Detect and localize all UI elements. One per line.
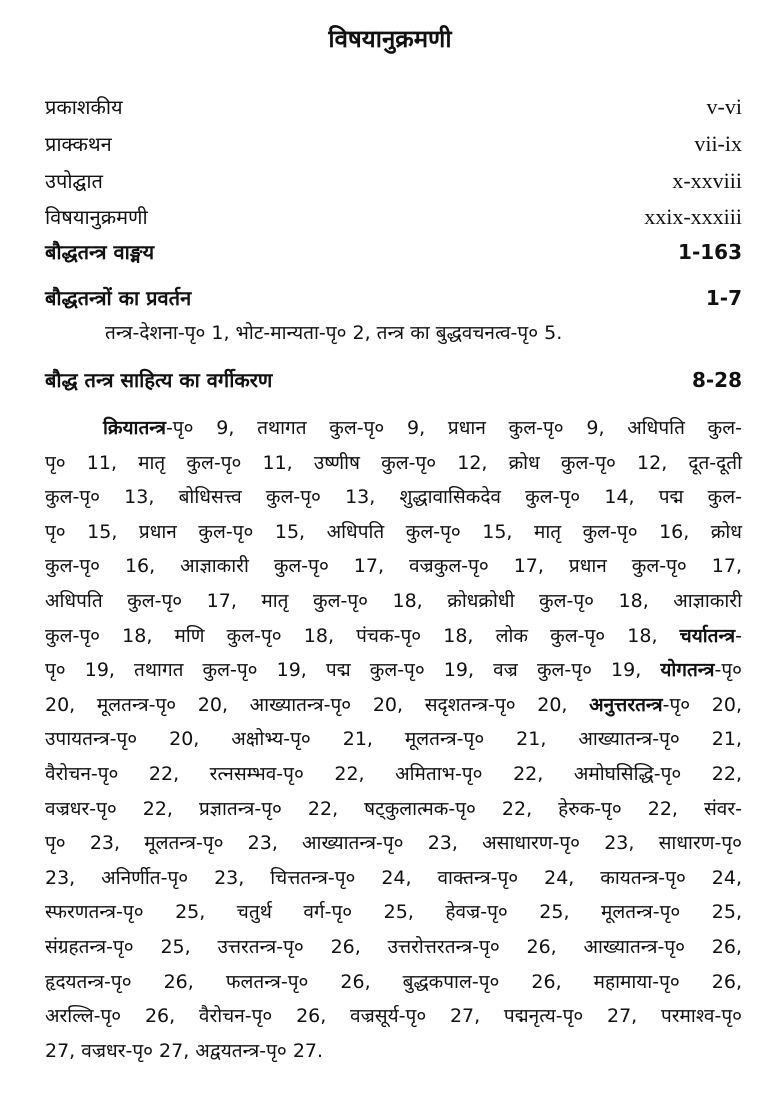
- contents-entry: [45, 365, 742, 395]
- entry-pages: 1-7: [705, 286, 742, 310]
- entry-pages: 1-163: [678, 240, 742, 264]
- entry-label: विषयानुक्रमणी: [45, 205, 148, 229]
- paragraph-text: 27, वज्रधर-पृ० 27, अद्वयतन्त्र-पृ० 27.: [45, 1039, 324, 1062]
- paragraph-text: वैरोचन-पृ० 22, रत्नसम्भव-पृ० 22, अमिताभ-पृ० 22, अमोघसिद्धि-पृ० 22,: [45, 762, 742, 785]
- paragraph-text: -: [735, 624, 742, 647]
- entry-pages: x-xxviii: [672, 168, 742, 193]
- paragraph-line: [45, 792, 742, 827]
- paragraph-text: स्फरणतन्त्र-पृ० 25, चतुर्थ वर्ग-पृ० 25, हेवज्र-पृ० 25, मूलतन्त्र-पृ० 25,: [45, 901, 742, 924]
- paragraph-text: हृदयतन्त्र-पृ० 26, फलतन्त्र-पृ० 26, बुद्धकपाल-पृ० 26, महामाया-पृ० 26,: [45, 970, 742, 993]
- paragraph-line: [45, 446, 742, 481]
- entry-pages: xxix-xxxiii: [644, 204, 742, 229]
- entry-label: बौद्ध तन्त्र साहित्य का वर्गीकरण: [45, 368, 273, 392]
- paragraph-text: पृ० 11, मातृ कुल-पृ० 11, उष्णीष कुल-पृ० 12, क्रोध कुल-पृ० 12, दूत-दूती: [45, 451, 742, 474]
- entry-pages: 8-28: [691, 368, 742, 392]
- contents-entry: [45, 129, 742, 159]
- contents-entry: [45, 237, 742, 267]
- page-title: विषयानुक्रमणी: [328, 25, 452, 53]
- paragraph-line: [45, 722, 742, 757]
- entry-pages: v-vi: [706, 94, 742, 119]
- paragraph-line: [45, 861, 742, 896]
- paragraph-text: 23, अनिर्णीत-पृ० 23, चित्ततन्त्र-पृ० 24, वाक्तन्त्र-पृ० 24, कायतन्त्र-पृ० 24,: [45, 866, 742, 889]
- paragraph-text: -पृ० 20,: [662, 693, 742, 716]
- paragraph-text: कुल-पृ० 16, आज्ञाकारी कुल-पृ० 17, वज्रकुल-पृ० 17, प्रधान कुल-पृ० 17,: [45, 555, 742, 578]
- paragraph-text: 20, मूलतन्त्र-पृ० 20, आख्यातन्त्र-पृ० 20, सदृशतन्त्र-पृ० 20,: [45, 693, 590, 716]
- category-heading: क्रियातन्त्र: [103, 417, 166, 439]
- paragraph-line: [45, 757, 742, 792]
- subentry-text: तन्त्र-देशना-पृ० 1, भोट-मान्यता-पृ० 2, तन्त्र का बुद्धवचनत्व-पृ० 5.: [105, 322, 563, 344]
- contents-entry: [45, 166, 742, 196]
- paragraph-text: -पृ० 9, तथागत कुल-पृ० 9, प्रधान कुल-पृ० 9, अधिपति कुल-: [165, 417, 742, 439]
- contents-entry: [45, 283, 742, 313]
- category-heading: चर्यातन्त्र: [679, 624, 736, 647]
- entry-pages: vii-ix: [694, 131, 742, 156]
- paragraph-line: [45, 688, 742, 723]
- paragraph-line: [45, 930, 742, 965]
- paragraph-text: पृ० 19, तथागत कुल-पृ० 19, पद्म कुल-पृ० 19, वज्र कुल-पृ० 19,: [45, 659, 661, 682]
- classification-paragraph: [45, 411, 742, 1068]
- paragraph-line: [45, 1034, 742, 1069]
- paragraph-line: [45, 480, 742, 515]
- contents-entry: [45, 202, 742, 232]
- category-heading: अनुत्तरतन्त्र: [589, 693, 663, 716]
- paragraph-line: [45, 619, 742, 654]
- paragraph-text: संग्रहतन्त्र-पृ० 25, उत्तरतन्त्र-पृ० 26, उत्तरोत्तरतन्त्र-पृ० 26, आख्यातन्त्र-पृ० 26,: [45, 935, 742, 958]
- paragraph-text: पृ० 23, मूलतन्त्र-पृ० 23, आख्यातन्त्र-पृ० 23, असाधारण-पृ० 23, साधारण-पृ०: [45, 832, 742, 855]
- paragraph-text: -पृ०: [714, 659, 742, 682]
- contents-entry: [45, 92, 742, 122]
- paragraph-line: [45, 965, 742, 1000]
- paragraph-text: अधिपति कुल-पृ० 17, मातृ कुल-पृ० 18, क्रोधक्रोधी कुल-पृ० 18, आज्ञाकारी: [45, 589, 742, 612]
- paragraph-line: [45, 826, 742, 861]
- paragraph-line: [45, 999, 742, 1034]
- category-heading: योगतन्त्र: [660, 659, 715, 682]
- paragraph-line: [45, 549, 742, 584]
- paragraph-text: कुल-पृ० 13, बोधिसत्त्व कुल-पृ० 13, शुद्धावासिकदेव कुल-पृ० 14, पद्म कुल-: [45, 486, 742, 509]
- entry-label: बौद्धतन्त्रों का प्रवर्तन: [45, 286, 192, 310]
- paragraph-text: कुल-पृ० 18, मणि कुल-पृ० 18, पंचक-पृ० 18, लोक कुल-पृ० 18,: [45, 624, 680, 647]
- paragraph-line: [45, 895, 742, 930]
- paragraph-line: [45, 411, 742, 446]
- paragraph-line: [45, 584, 742, 619]
- paragraph-line: [45, 653, 742, 688]
- paragraph-line: [45, 515, 742, 550]
- entry-label: प्रकाशकीय: [45, 95, 123, 119]
- paragraph-text: वज्रधर-पृ० 22, प्रज्ञातन्त्र-पृ० 22, षट्कुलात्मक-पृ० 22, हेरुक-पृ० 22, संवर-: [45, 797, 742, 820]
- paragraph-text: अरल्लि-पृ० 26, वैरोचन-पृ० 26, वज्रसूर्य-पृ० 27, पद्मनृत्य-पृ० 27, परमाश्व-पृ०: [45, 1005, 742, 1028]
- entry-label: प्राक्कथन: [45, 132, 112, 156]
- paragraph-text: पृ० 15, प्रधान कुल-पृ० 15, अधिपति कुल-पृ० 15, मातृ कुल-पृ० 16, क्रोध: [45, 520, 742, 543]
- paragraph-text: उपायतन्त्र-पृ० 20, अक्षोभ्य-पृ० 21, मूलतन्त्र-पृ० 21, आख्यातन्त्र-पृ० 21,: [45, 728, 742, 751]
- entry-label: उपोद्घात: [45, 169, 103, 193]
- entry-label: बौद्धतन्त्र वाङ्मय: [45, 240, 155, 264]
